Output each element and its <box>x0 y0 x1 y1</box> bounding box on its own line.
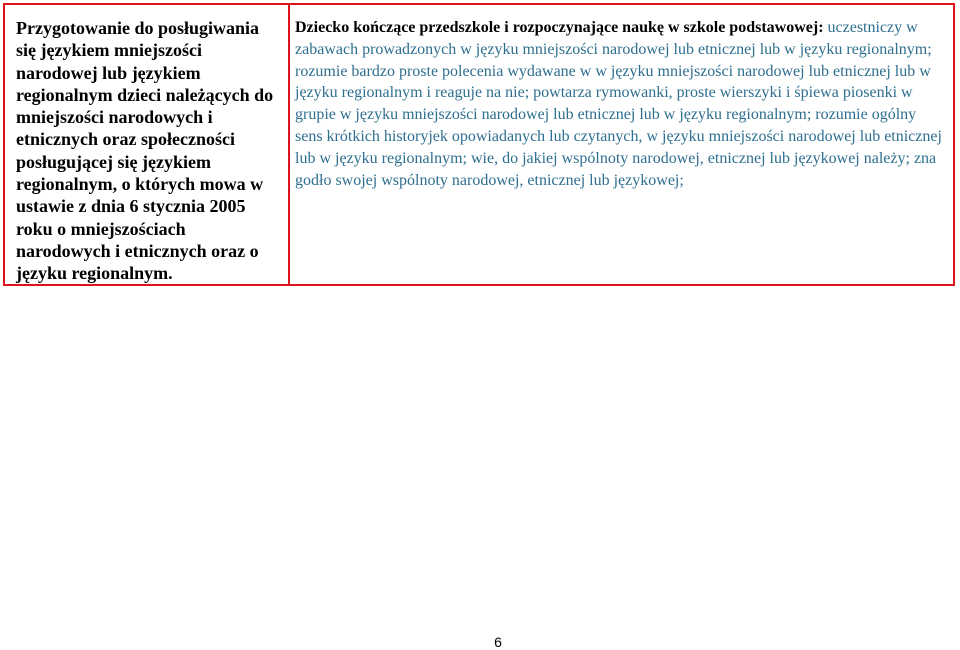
area-title: Przygotowanie do posługiwania się językiem mniejszości narodowej lub językiem regionalnym dzieci należących do mniejszości narodowych i etnicznych oraz społeczności posługującej się językiem regionalnym, o których mowa w ustawie z dnia 6 stycznia 2005 roku o mniejszościach narodowych i etnicznych oraz o języku regionalnym. <box>16 18 274 284</box>
page-number: 6 <box>494 634 502 650</box>
curriculum-table <box>3 3 955 286</box>
outcomes-cell <box>290 5 953 284</box>
outcomes-body: uczestniczy w zabawach prowadzonych w języku mniejszości narodowej lub etnicznej lub w języku regionalnym; rozumie bardzo proste polecenia wydawane w w języku mniejszości narodowej lub etnicznej lub w języku regionalnym i reaguje na nie; powtarza rymowanki, proste wierszyki i śpiewa piosenki w grupie w języku mniejszości narodowej lub etnicznej lub w języku regionalnym; rozumie ogólny sens krótkich historyjek opowiadanych lub czytanych, w języku mniejszości narodowej lub etnicznej lub w języku regionalnym; wie, do jakiej wspólnoty narodowej, etnicznej lub językowej należy; zna godło swojej wspólnoty narodowej, etnicznej lub językowej; <box>295 19 942 189</box>
outcomes-text <box>295 17 947 191</box>
area-cell <box>5 5 290 284</box>
area-description <box>16 17 278 285</box>
outcomes-lead: Dziecko kończące przedszkole i rozpoczynające naukę w szkole podstawowej: <box>295 19 824 36</box>
